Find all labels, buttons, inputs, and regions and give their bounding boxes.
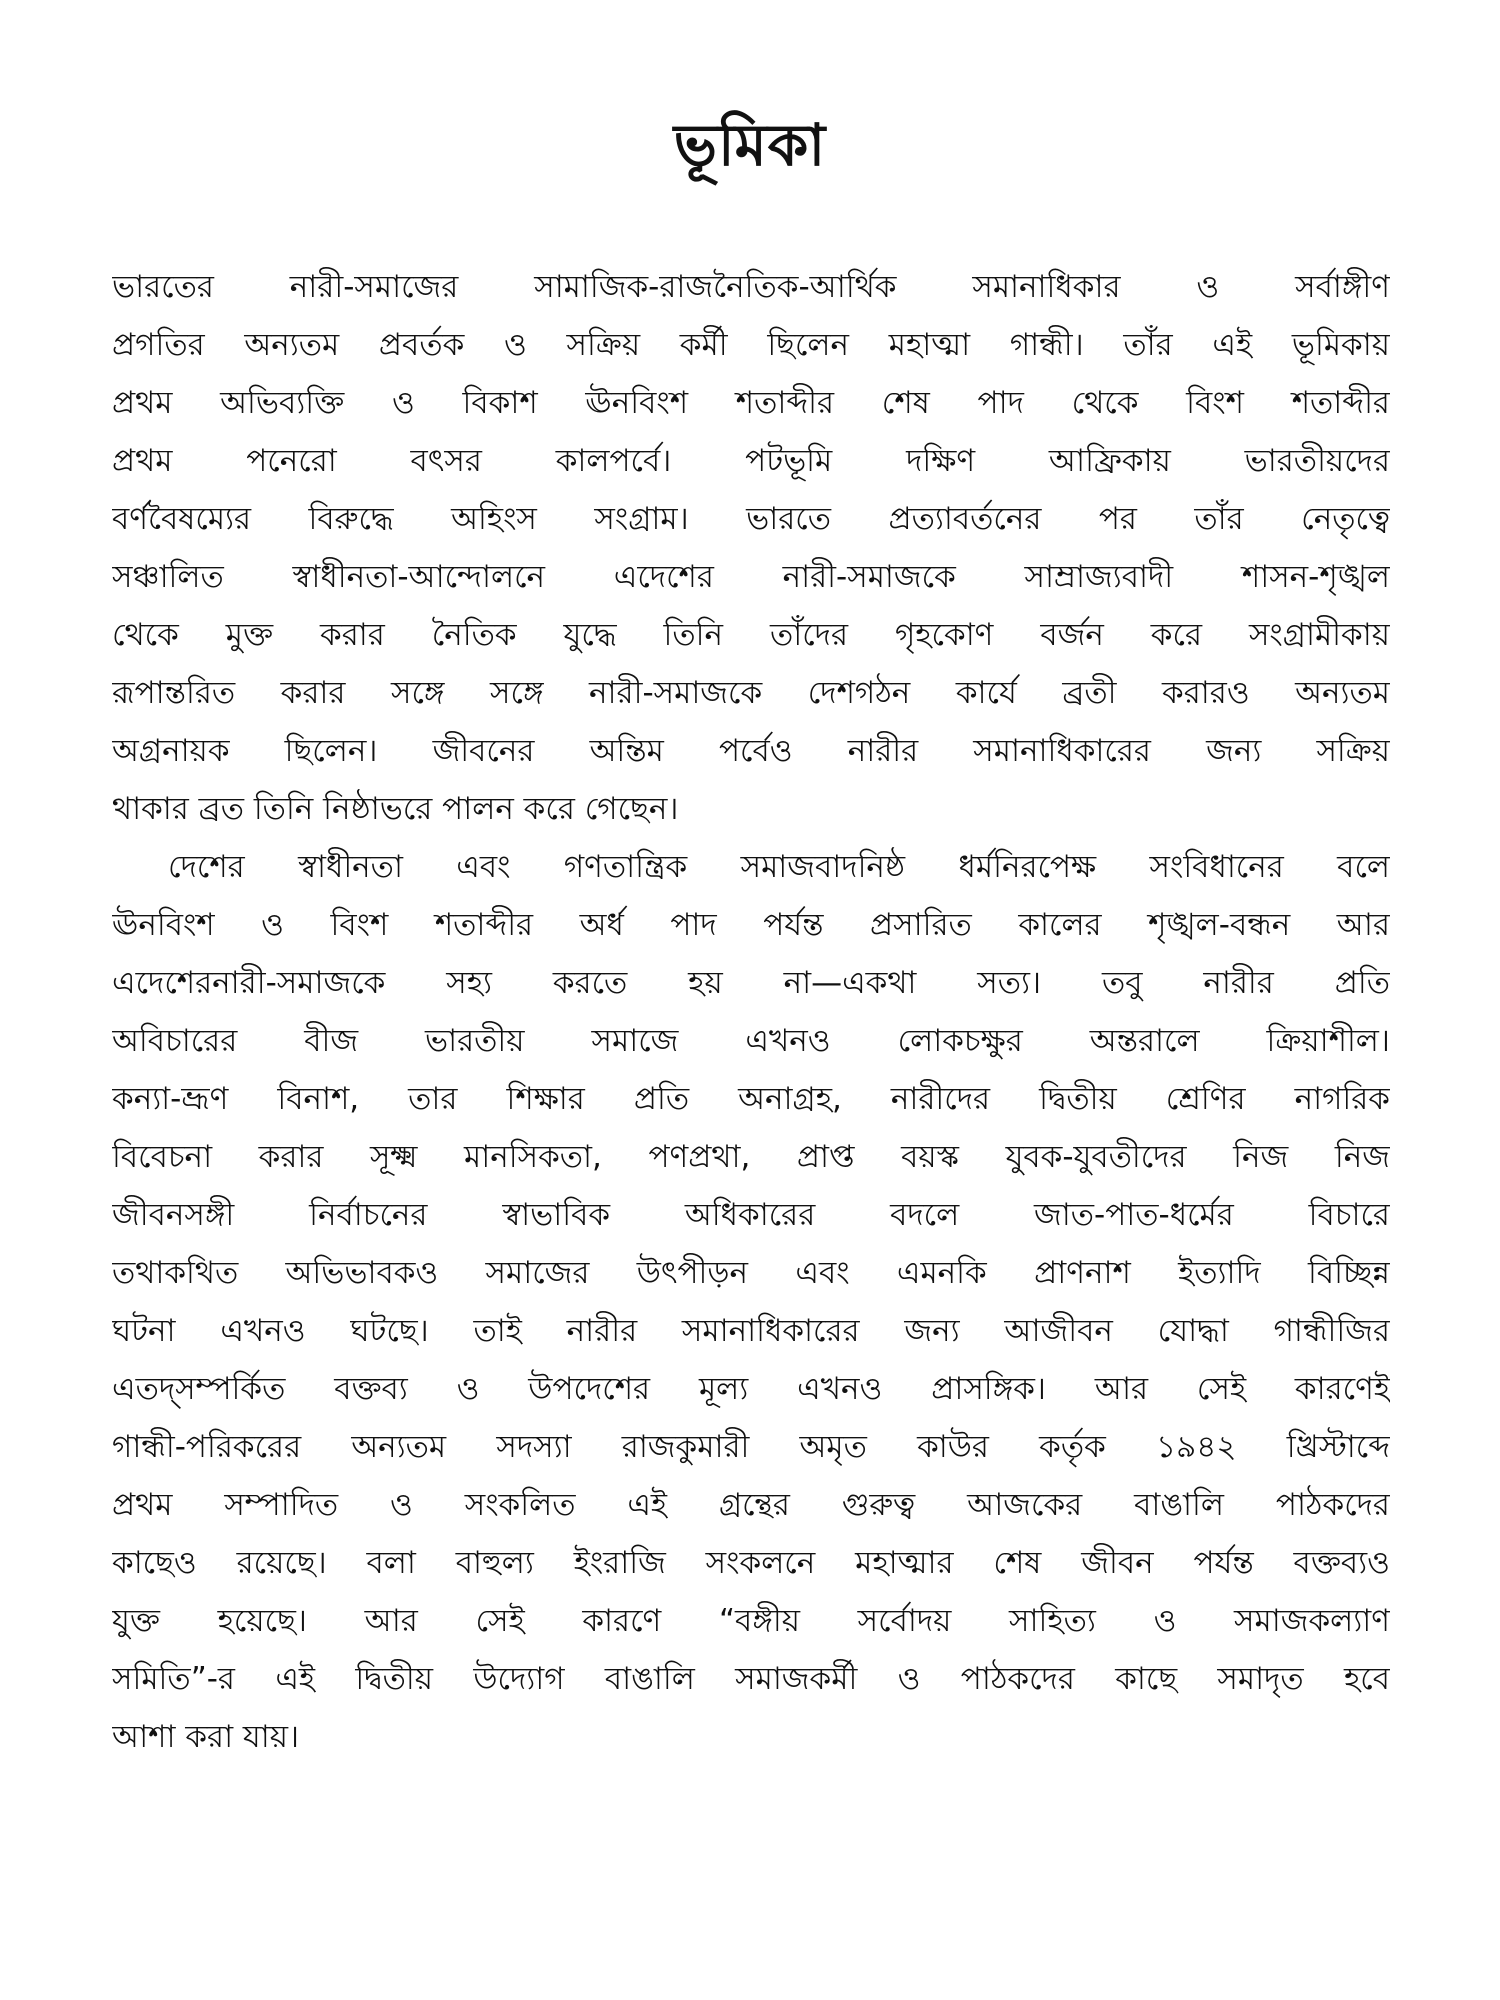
body-text — [112, 258, 1390, 1766]
text-line: আশা করা যায়। — [112, 1719, 300, 1755]
text-line: প্রথম অভিব্যক্তি ও বিকাশ ঊনবিংশ শতাব্দীর শেষ পাদ থেকে বিংশ শতাব্দীর — [112, 385, 1390, 421]
text-line: রূপান্তরিত করার সঙ্গে সঙ্গে নারী-সমাজকে দেশগঠন কার্যে ব্রতী করারও অন্যতম — [112, 675, 1390, 711]
text-line: অবিচারের বীজ ভারতীয় সমাজে এখনও লোকচক্ষুর অন্তরালে ক্রিয়াশীল। — [112, 1023, 1390, 1059]
text-line: সঞ্চালিত স্বাধীনতা-আন্দোলনে এদেশের নারী-সমাজকে সাম্রাজ্যবাদী শাসন-শৃঙ্খল — [112, 559, 1390, 595]
text-line: এদেশেরনারী-সমাজকে সহ্য করতে হয় না—একথা সত্য। তবু নারীর প্রতি — [112, 965, 1390, 1001]
text-line: প্রগতির অন্যতম প্রবর্তক ও সক্রিয় কর্মী ছিলেন মহাত্মা গান্ধী। তাঁর এই ভূমিকায় — [112, 327, 1390, 363]
text-line: কন্যা-ভ্রূণ বিনাশ, তার শিক্ষার প্রতি অনাগ্রহ, নারীদের দ্বিতীয় শ্রেণির নাগরিক — [112, 1081, 1390, 1117]
text-line: থাকার ব্রত তিনি নিষ্ঠাভরে পালন করে গেছেন। — [112, 791, 679, 827]
text-line: প্রথম পনেরো বৎসর কালপর্বে। পটভূমি দক্ষিণ আফ্রিকায় ভারতীয়দের — [112, 443, 1390, 479]
text-line: দেশের স্বাধীনতা এবং গণতান্ত্রিক সমাজবাদনিষ্ঠ ধর্মনিরপেক্ষ সংবিধানের বলে — [168, 849, 1390, 885]
text-line: ঘটনা এখনও ঘটছে। তাই নারীর সমানাধিকারের জন্য আজীবন যোদ্ধা গান্ধীজির — [112, 1313, 1390, 1349]
text-line: গান্ধী-পরিকরের অন্যতম সদস্যা রাজকুমারী অমৃত কাউর কর্তৃক ১৯৪২ খ্রিস্টাব্দে — [112, 1429, 1390, 1465]
text-line: সমিতি”-র এই দ্বিতীয় উদ্যোগ বাঙালি সমাজকর্মী ও পাঠকদের কাছে সমাদৃত হবে — [112, 1661, 1390, 1697]
text-line: ঊনবিংশ ও বিংশ শতাব্দীর অর্ধ পাদ পর্যন্ত প্রসারিত কালের শৃঙ্খল-বন্ধন আর — [112, 907, 1390, 943]
text-line: বর্ণবৈষম্যের বিরুদ্ধে অহিংস সংগ্রাম। ভারতে প্রত্যাবর্তনের পর তাঁর নেতৃত্বে — [112, 501, 1390, 537]
text-line: যুক্ত হয়েছে। আর সেই কারণে “বঙ্গীয় সর্বোদয় সাহিত্য ও সমাজকল্যাণ — [112, 1603, 1390, 1639]
paragraph-1 — [112, 258, 1390, 838]
text-line: থেকে মুক্ত করার নৈতিক যুদ্ধে তিনি তাঁদের গৃহকোণ বর্জন করে সংগ্রামীকায় — [112, 617, 1390, 653]
text-line: অগ্রনায়ক ছিলেন। জীবনের অন্তিম পর্বেও নারীর সমানাধিকারের জন্য সক্রিয় — [112, 733, 1390, 769]
paragraph-2 — [112, 838, 1390, 1766]
text-line: এতদ্‌সম্পর্কিত বক্তব্য ও উপদেশের মূল্য এখনও প্রাসঙ্গিক। আর সেই কারণেই — [112, 1371, 1390, 1407]
text-line: ভারতের নারী-সমাজের সামাজিক-রাজনৈতিক-আর্থিক সমানাধিকার ও সর্বাঙ্গীণ — [112, 269, 1390, 305]
text-line: কাছেও রয়েছে। বলা বাহুল্য ইংরাজি সংকলনে মহাত্মার শেষ জীবন পর্যন্ত বক্তব্যও — [112, 1545, 1390, 1581]
text-line: প্রথম সম্পাদিত ও সংকলিত এই গ্রন্থের গুরুত্ব আজকের বাঙালি পাঠকদের — [112, 1487, 1390, 1523]
text-line: তথাকথিত অভিভাবকও সমাজের উৎপীড়ন এবং এমনকি প্রাণনাশ ইত্যাদি বিচ্ছিন্ন — [112, 1255, 1390, 1291]
text-line: বিবেচনা করার সূক্ষ্ম মানসিকতা, পণপ্রথা, প্রাপ্ত বয়স্ক যুবক-যুবতীদের নিজ নিজ — [112, 1139, 1390, 1175]
text-line: জীবনসঙ্গী নির্বাচনের স্বাভাবিক অধিকারের বদলে জাত-পাত-ধর্মের বিচারে — [112, 1197, 1390, 1233]
page-title: ভূমিকা — [673, 111, 827, 179]
